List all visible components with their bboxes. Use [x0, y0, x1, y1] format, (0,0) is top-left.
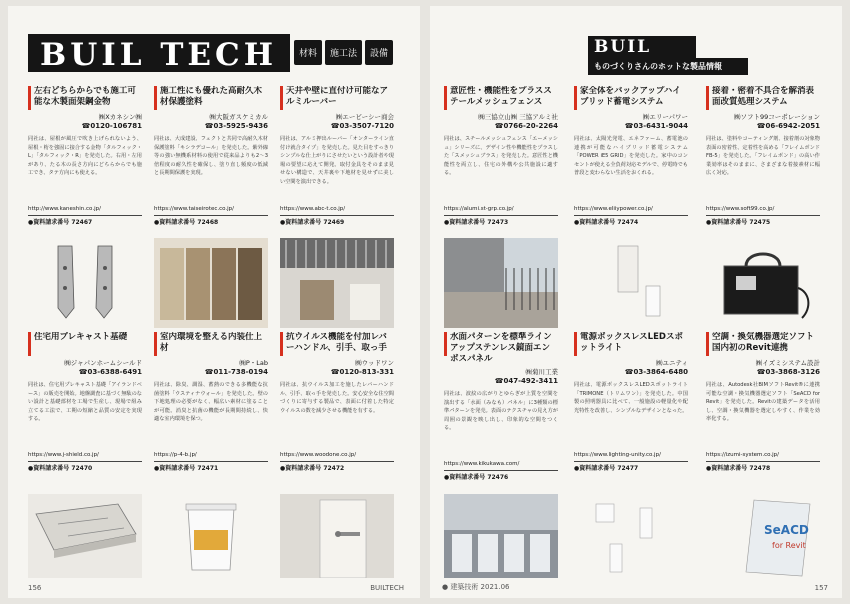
article-tel: ☎011-738-0194 — [204, 368, 268, 376]
page-number-left: 156 — [28, 584, 42, 592]
article-title: 抗ウイルス機能を付加レバーハンドル、引手、取っ手 — [286, 332, 387, 353]
article-company: ㈱ウッドワン — [355, 359, 394, 367]
article-tel: ☎0120-106781 — [81, 122, 142, 130]
request-number: ●資料請求番号 72475 — [706, 215, 820, 226]
svg-text:for Revit: for Revit — [772, 541, 806, 550]
article-body: 同社は、住宅用プレキャスト基礎「アイランドベース」の販売を開始。地盤調査に基づく無駄のない設計と基礎部材を工場で生産し、現場で組み立てる工法で、工期の短縮と品質の安定を実現する。 — [28, 382, 142, 423]
spotlight-image — [574, 494, 688, 578]
treatment-device-image — [706, 238, 820, 328]
article-url[interactable]: https://www.kikukawa.com/ — [444, 461, 520, 467]
article-company: ㈱エリーパワー — [642, 113, 688, 121]
category-tags — [294, 40, 393, 65]
article-title: 室内環境を整える内装仕上材 — [160, 332, 263, 353]
article-body: 同社は、屋根が風圧で吹き上げられないよう、屋根・桁を強固に接合する金物「タルフィック・L」「タルフィック・R」を発売した。右用・左用があり、たる木の長さ方向にどちらからでも施工でき、タテ方向にも使える。 — [28, 136, 142, 177]
article-9 — [444, 332, 558, 481]
article-title: 電源ボックスレスLEDスポットライト — [580, 332, 683, 353]
paint-bucket-image — [154, 494, 268, 578]
article-company: ㈱三協立山㈱ 三協アルミ社 — [478, 113, 558, 121]
article-body: 同社は、太陽光発電、エネファーム、蓄電池の連携が可能なハイブリッド蓄電システム「POWER iE5 GRID」を発売した。家中のコンセントが使える全負荷対応モデルで、停電時でも普段と変わらない生活をおくれる。 — [574, 136, 688, 177]
louver-room-image — [280, 238, 394, 328]
article-title: 住宅用プレキャスト基礎 — [34, 332, 128, 342]
article-body: 同社は、アルミ押出ルーバー「オンターライン直付け就合タイプ」を発売した。見た目をすっきりシンプルな仕上がりにさせたいという設計者や現場の要望に応えて開発。取付金具をそのまま見せない構造で、天井裏や下地材を見せずに美しい空間を演出できる。 — [280, 136, 394, 185]
article-url[interactable]: http://www.kaneshin.co.jp/ — [28, 206, 101, 212]
category-tag: 施工法 — [325, 40, 362, 65]
right-page — [430, 6, 842, 598]
article-4 — [154, 332, 268, 472]
article-tel: ☎03-3864-6480 — [624, 368, 688, 376]
article-company: ㈱エービーシー商会 — [335, 113, 394, 121]
article-url[interactable]: https://www.taiseirotec.co.jp/ — [154, 206, 235, 212]
left-page — [8, 6, 420, 598]
svg-text:SeACD: SeACD — [764, 523, 809, 537]
article-company: ㈱ジャパンホームシールド — [64, 359, 142, 367]
foundation-image — [28, 494, 142, 578]
article-tel: ☎06-6942-2051 — [756, 122, 820, 130]
article-url[interactable]: https://www.lighting-unity.co.jp/ — [574, 452, 661, 458]
article-1 — [154, 86, 268, 226]
article-body: 同社は、大成建設、フェクトと共同で高耐久木材保護塗料「キシラデコール」を発売した。紫外線等の強い無機系材料の使用で従来品よりも2〜3倍程度の耐久性を確保し、塗り直し頻度の低減と長期間保護を実現。 — [154, 136, 268, 177]
article-3 — [28, 332, 142, 472]
article-10 — [574, 332, 688, 472]
article-title: 家全体をバックアップハイブリッド蓄電システム — [580, 86, 681, 107]
article-body: 同社は、スチールメッシュフェンス「エーメッシュ」シリーズに、デザイン性や機能性をプラスした「スメッシュブラス」を発売した。意匠性と機能性を両立し、住宅の外構や公共施設に適する。 — [444, 136, 558, 177]
article-tel: ☎03-3868-3126 — [756, 368, 820, 376]
request-number: ●資料請求番号 72474 — [574, 215, 688, 226]
article-tel: ☎03-3507-7120 — [330, 122, 394, 130]
software-box-image — [706, 494, 820, 578]
article-tel: ☎047-492-3411 — [494, 377, 558, 385]
article-company: ㈱ソフト99コーポレーション — [733, 113, 820, 121]
request-number: ●資料請求番号 72477 — [574, 461, 688, 472]
article-body: 同社は、抗ウイルス加工を施したレバーハンドル、引手、取っ手を発売した。安心安全な住空間づくりに寄与する製品で、表面に付着した特定ウイルスの数を減少させる機能を有する。 — [280, 382, 394, 414]
article-body: 同社は、電源ボックスレスLEDスポットライト「TRIMONE（トリムワン）」を発売した。中国製の照明器具に比べて、一般施設の軽量化や配光特性を改善し、シンプルなデザインとなった。 — [574, 382, 688, 414]
article-url[interactable]: https://www.woodone.co.jp/ — [280, 452, 357, 458]
article-company: ㈱大阪ガスケミカル — [209, 113, 268, 121]
section-header: BUIL — [588, 36, 696, 58]
article-company: ㈱Xカネシン㈱ — [98, 113, 142, 121]
wood-panel-image — [154, 238, 268, 328]
article-tel: ☎03-6431-9044 — [624, 122, 688, 130]
section-header: BUIL TECH — [28, 34, 290, 72]
request-number: ●資料請求番号 72473 — [444, 215, 558, 226]
article-company: ㈱P・Lab — [239, 359, 268, 367]
article-url[interactable]: https://p-4-b.jp/ — [154, 452, 197, 458]
battery-unit-image — [574, 238, 688, 328]
request-number: ●資料請求番号 72472 — [280, 461, 394, 472]
article-body: 同社は、塗料やコーティング剤、接着剤の対象物表面の密着性、定着性を高める「フレイムボンド FB-5」を発売した。「フレイムボンド」の高い作業効率はそのままに、さまざまな着接素材に幅広く対応。 — [706, 136, 820, 177]
article-8 — [706, 86, 820, 226]
page-number-right: 157 — [814, 584, 828, 592]
article-url[interactable]: https://www.eliiypower.co.jp/ — [574, 206, 653, 212]
hardware-bracket-image — [28, 238, 142, 328]
article-6 — [444, 86, 558, 226]
category-tag: 設備 — [365, 40, 393, 65]
article-title: 水面パターンを標準ラインアップステンレス鏡面エンボスパネル — [450, 332, 552, 364]
request-number: ●資料請求番号 72469 — [280, 215, 394, 226]
request-number: ●資料請求番号 72470 — [28, 461, 142, 472]
article-url[interactable]: https://alumi.st-grp.co.jp/ — [444, 206, 514, 212]
article-title: 意匠性・機能性をプラスステールメッシュフェンス — [450, 86, 552, 107]
article-company: ㈱イズミシステム設計 — [755, 359, 820, 367]
article-company: ㈱菊川工業 — [525, 368, 558, 376]
article-body: 同社は、Autodesk社BIMソフトRevit®に連携可能な空調・換気機器選定ソフト「SeACD for Revit」を発売した。Revitの建築データを活用し、空調・換気機器を選定しやすく、作業を効率化する。 — [706, 382, 820, 423]
article-body: 同社は、除臭、調湿、蓄熱のできる多機能な抗菌塗料「ウスティナウォール」を発売した。壁の下地処理の必要がなく、幅広い素材に塗ることが可能。消臭と抗菌の機能が長期間持続し、快適な室内環境を保つ。 — [154, 382, 268, 423]
article-title: 天井や壁に直付け可能なアルミルーバー — [286, 86, 389, 107]
request-number: ●資料請求番号 72476 — [444, 470, 558, 481]
stainless-panel-image — [444, 494, 558, 578]
article-2 — [280, 86, 394, 226]
article-title: 施工性にも優れた高耐久木材保護塗料 — [160, 86, 263, 107]
footer-title: BUILTECH — [370, 584, 404, 592]
request-number: ●資料請求番号 72471 — [154, 461, 268, 472]
request-number: ●資料請求番号 72478 — [706, 461, 820, 472]
article-company: ㈱ユニティ — [656, 359, 688, 367]
article-url[interactable]: https://www.j-shield.co.jp/ — [28, 452, 99, 458]
article-tel: ☎03-5925-9436 — [204, 122, 268, 130]
article-tel: ☎0120-813-331 — [330, 368, 394, 376]
article-0 — [28, 86, 142, 226]
article-tel: ☎03-6388-6491 — [78, 368, 142, 376]
request-number: ●資料請求番号 72467 — [28, 215, 142, 226]
article-url[interactable]: https://www.soft99.co.jp/ — [706, 206, 775, 212]
footer-issue: ● 建築技術 2021.06 — [442, 583, 510, 591]
section-subtitle: ものづくりさんのホットな製品情報 — [588, 58, 748, 75]
article-url[interactable]: https://www.abc-t.co.jp/ — [280, 206, 346, 212]
request-number: ●資料請求番号 72468 — [154, 215, 268, 226]
article-7 — [574, 86, 688, 226]
article-11 — [706, 332, 820, 472]
fence-image — [444, 238, 558, 328]
door-handle-image — [280, 494, 394, 578]
article-title: 空調・換気機器選定ソフト国内初のRevit連携 — [712, 332, 815, 353]
article-body: 同社は、波紋の広がりとゆらぎが上質を空間を演出する「水面（みなも）パネル」に3種類の標準パターンを発売。表面のテクスチャの見え方が周囲の景観を映し出し、印象的な空間をつくる。 — [444, 391, 558, 432]
category-tag: 材料 — [294, 40, 322, 65]
article-title: 左右どちらからでも施工可能な木製面架鋼金物 — [34, 86, 136, 107]
article-tel: ☎0766-20-2264 — [494, 122, 558, 130]
article-5 — [280, 332, 394, 472]
article-url[interactable]: https://izumi-system.co.jp/ — [706, 452, 780, 458]
article-title: 接着・密着不具合を解消表面改質処理システム — [712, 86, 815, 107]
